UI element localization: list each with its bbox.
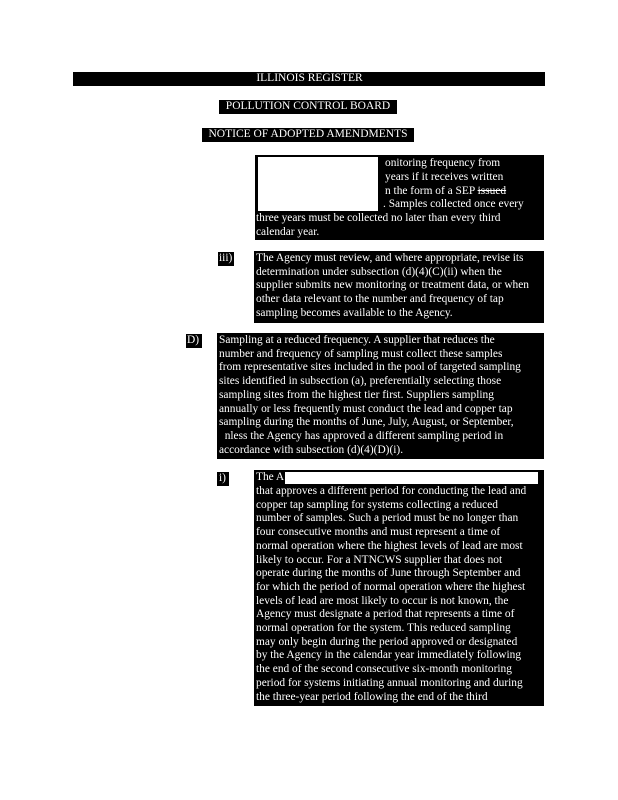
- block4-line: by the Agency in the calendar year immediately following: [256, 649, 522, 662]
- board-title: POLLUTION CONTROL BOARD: [225, 100, 391, 112]
- block2-line: sampling becomes available to the Agency.: [256, 306, 453, 319]
- block4-line: copper tap sampling for systems collecting a reduced: [256, 498, 498, 511]
- block4-label: i): [219, 472, 226, 484]
- block4-redaction: [285, 472, 538, 484]
- block1-line: . Samples collected once every: [383, 198, 524, 210]
- block3-line: sites identified in subsection (a), preferentially selecting those: [219, 375, 502, 388]
- block3-line: nless the Agency has approved a different sampling period in: [219, 429, 504, 442]
- block4-line: normal operation for the system. This reduced sampling: [256, 622, 511, 635]
- block3-line: number and frequency of sampling must collect these samples: [219, 347, 503, 360]
- block4-line: may only begin during the period approved or designated: [256, 635, 518, 648]
- block4-line: that approves a different period for conducting the lead and: [256, 485, 527, 497]
- block2-label: iii): [219, 252, 233, 264]
- block4-line: normal operation where the highest levels of lead are most: [256, 539, 523, 552]
- block1-line: calendar year.: [256, 226, 320, 238]
- block3-line: accordance with subsection (d)(4)(D)(i).: [219, 443, 404, 456]
- block4-line: number of samples. Such a period must be no longer than: [256, 512, 519, 525]
- block4-text: [256, 485, 543, 704]
- register-title: ILLINOIS REGISTER: [256, 72, 363, 84]
- block3-line: sampling during the months of June, July, August, or September,: [219, 416, 514, 429]
- block4-line: operate during the months of June through September and: [256, 567, 521, 580]
- block1-strike-text: issued: [477, 185, 507, 197]
- block3-line: from representative sites included in the pool of targeted sampling: [219, 361, 521, 374]
- block1-redaction: [258, 157, 378, 211]
- block3-label: D): [187, 334, 200, 346]
- block4-line: Agency must designate a period that represents a time of: [256, 608, 515, 621]
- block2-text: [256, 252, 543, 321]
- block3-text: [219, 334, 543, 457]
- block4-line: period for systems initiating annual monitoring and during: [256, 676, 523, 689]
- block2-line: The Agency must review, and where appropriate, revise its: [256, 252, 524, 264]
- block4-line: the three-year period following the end of the third: [256, 690, 488, 703]
- block4-line: levels of lead are most likely to occur is not known, the: [256, 594, 509, 607]
- block1-line: onitoring frequency from: [385, 157, 501, 169]
- block2-line: determination under subsection (d)(4)(C)(ii) when the: [256, 265, 502, 278]
- block3-line: annually or less frequently must conduct the lead and copper tap: [219, 402, 513, 415]
- block4-first-line: The A: [256, 471, 285, 483]
- block4-line: the end of the second consecutive six-month monitoring: [256, 663, 512, 676]
- block2-line: other data relevant to the number and frequency of tap: [256, 293, 504, 306]
- block3-line: sampling sites from the highest tier first. Suppliers sampling: [219, 388, 494, 401]
- block1-line: [385, 185, 506, 199]
- block3-line: Sampling at a reduced frequency. A supplier that reduces the: [219, 334, 495, 346]
- notice-title: NOTICE OF ADOPTED AMENDMENTS: [208, 128, 408, 140]
- block2-line: supplier submits new monitoring or treatment data, or when: [256, 279, 530, 292]
- block4-line: for which the period of normal operation where the highest: [256, 580, 526, 593]
- block1-text: n the form of a SEP: [385, 185, 475, 197]
- block1-line: three years must be collected no later than every third: [256, 212, 501, 224]
- block4-line: likely to occur. For a NTNCWS supplier that does not: [256, 553, 503, 566]
- block4-line: four consecutive months and must represent a time of: [256, 526, 501, 539]
- block1-line: years if it receives written: [385, 171, 504, 183]
